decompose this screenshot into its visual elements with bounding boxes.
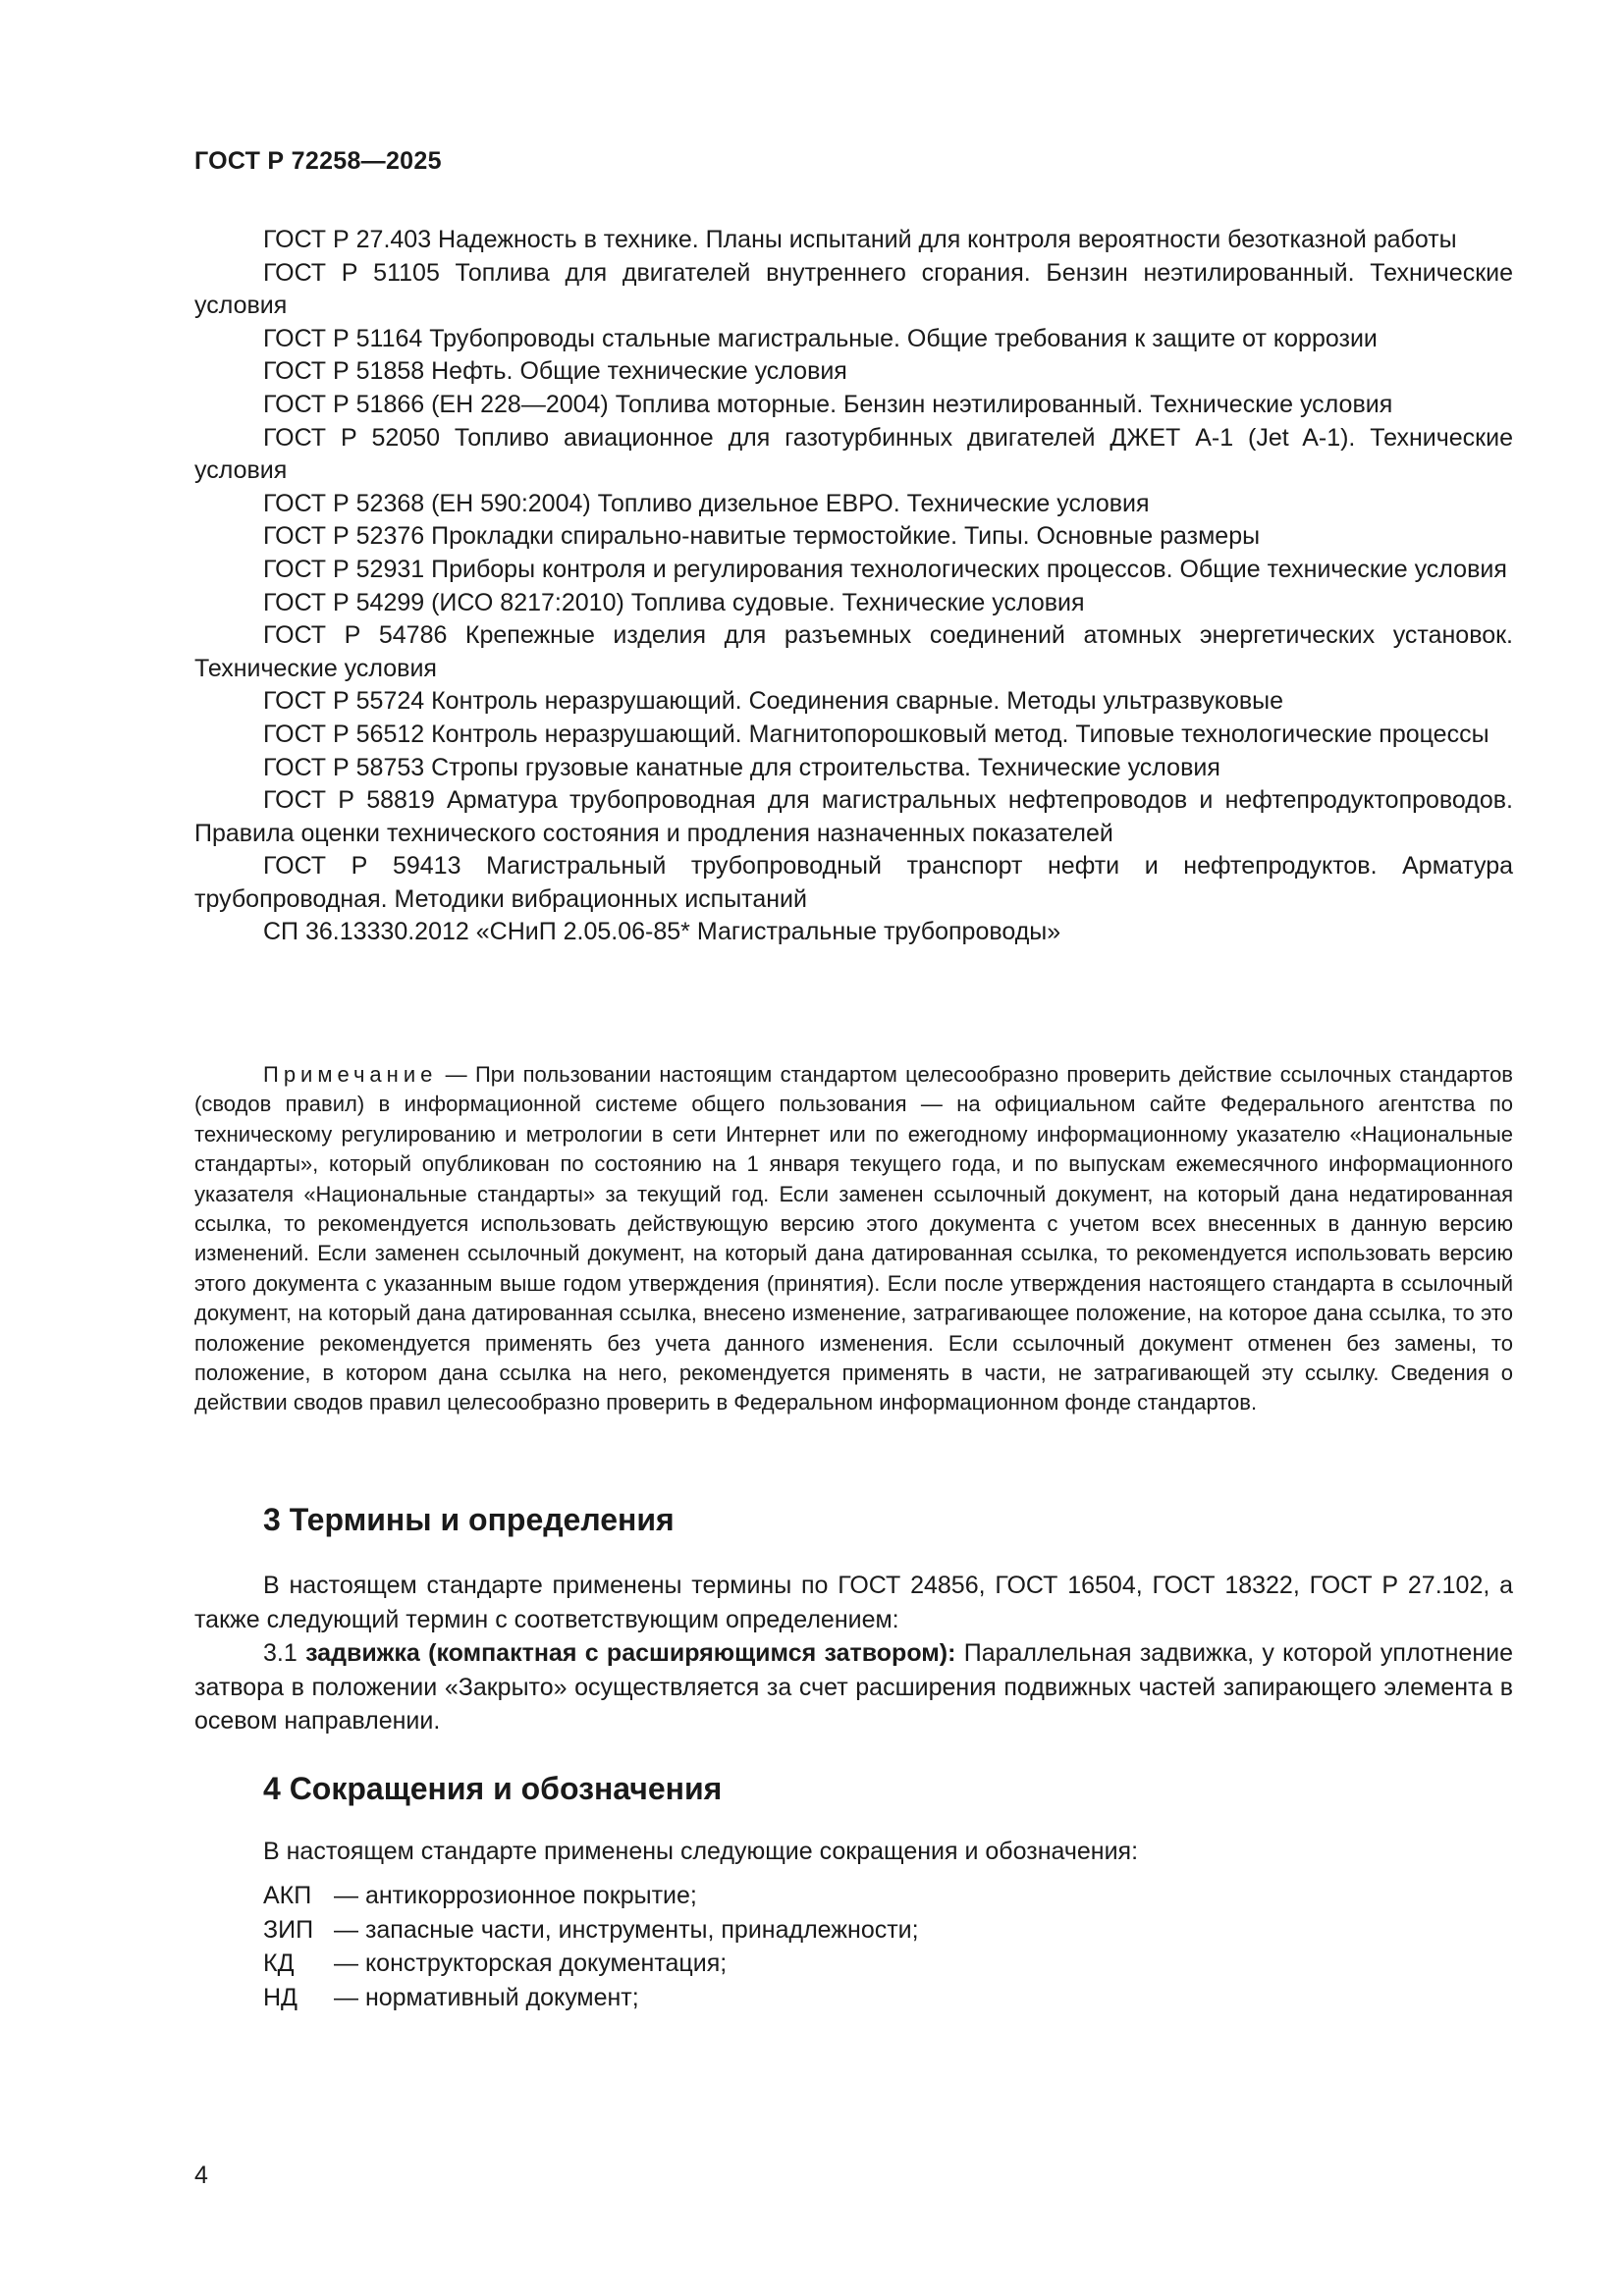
abbreviation-term: КД	[263, 1949, 295, 1977]
term-name: задвижка (компактная с расширяющимся затвором):	[305, 1639, 956, 1667]
term-number: 3.1	[263, 1639, 298, 1667]
normative-references-list	[194, 224, 1513, 949]
section-4-title: 4 Сокращения и обозначения	[263, 1771, 723, 1806]
page-number: 4	[194, 2162, 208, 2189]
note-text: — При пользовании настоящим стандартом целесообразно проверить действие ссылочных стандартов (сводов правил) в информационной системе общего пользования — на официальном сайте Федерального агентства по техническому регулированию и метрологии в сети Интернет или по ежегодному информационному указателю «Национальные стандарты», который опубликован по состоянию на 1 января текущего года, и по выпускам ежемесячного информационного указателя «Национальные стандарты» за текущий год. Если заменен ссылочный документ, на который дана недатированная ссылка, то рекомендуется использовать действующую версию этого документа с учетом всех внесенных в данную версию изменений. Если заменен ссылочный документ, на который дана датированная ссылка, то рекомендуется использовать версию этого документа с указанным выше годом утверждения (принятия). Если после утверждения настоящего стандарта в ссылочный документ, на который дана датированная ссылка, внесено изменение, затрагивающее положение, на которое дана ссылка, то это положение рекомендуется применять без учета данного изменения. Если ссылочный документ отменен без замены, то положение, в котором дана ссылка на него, рекомендуется применять в части, не затрагивающей эту ссылку. Сведения о действии сводов правил целесообразно проверить в Федеральном информационном фонде стандартов.	[194, 1062, 1513, 1415]
section-3-title: 3 Термины и определения	[263, 1502, 675, 1537]
abbreviation-desc: — конструкторская документация;	[334, 1949, 728, 1977]
reference-item: ГОСТ Р 52368 (ЕН 590:2004) Топливо дизельное ЕВРО. Технические условия	[263, 489, 1150, 517]
reference-item: ГОСТ Р 58819 Арматура трубопроводная для магистральных нефтепроводов и нефтепродуктопроводов. Правила оценки технического состояния и продления назначенных показателей	[194, 786, 1513, 847]
document-id-header: ГОСТ Р 72258—2025	[194, 147, 442, 175]
abbreviation-desc: — нормативный документ;	[334, 1983, 639, 2011]
note-label: Примечание	[263, 1062, 438, 1087]
section-3-body	[194, 1569, 1513, 1738]
reference-item: ГОСТ Р 52050 Топливо авиационное для газотурбинных двигателей ДЖЕТ А-1 (Jet A-1). Технические условия	[194, 423, 1513, 485]
abbreviation-term: ЗИП	[263, 1915, 314, 1944]
reference-item: ГОСТ Р 58753 Стропы грузовые канатные для строительства. Технические условия	[263, 753, 1220, 781]
abbreviation-row	[263, 1879, 919, 1913]
reference-item: ГОСТ Р 54299 (ИСО 8217:2010) Топлива судовые. Технические условия	[263, 588, 1085, 616]
abbreviation-row	[263, 1913, 919, 1948]
abbreviation-term: НД	[263, 1983, 298, 2011]
term-definition	[194, 1636, 1513, 1738]
abbreviation-desc: — антикоррозионное покрытие;	[334, 1882, 697, 1909]
abbreviation-term: АКП	[263, 1882, 312, 1909]
reference-item: ГОСТ Р 51164 Трубопроводы стальные магистральные. Общие требования к защите от коррозии	[263, 324, 1378, 352]
reference-item: ГОСТ Р 59413 Магистральный трубопроводный транспорт нефти и нефтепродуктов. Арматура трубопроводная. Методики вибрационных испытаний	[194, 852, 1513, 913]
reference-item: ГОСТ Р 51105 Топлива для двигателей внутреннего сгорания. Бензин неэтилированный. Технические условия	[194, 258, 1513, 320]
references-note	[194, 1060, 1513, 1418]
reference-item: ГОСТ Р 51866 (ЕН 228—2004) Топлива моторные. Бензин неэтилированный. Технические условия	[263, 390, 1393, 418]
reference-item: ГОСТ Р 52376 Прокладки спирально-навитые термостойкие. Типы. Основные размеры	[263, 522, 1261, 551]
abbreviation-row	[263, 1947, 919, 1981]
term-definition-text: Параллельная задвижка, у которой уплотнение затвора в положении «Закрыто» осуществляется за счет расширения подвижных частей запирающего элемента в осевом направлении.	[194, 1639, 1513, 1735]
abbreviations-list	[263, 1879, 919, 2014]
reference-item: ГОСТ Р 51858 Нефть. Общие технические условия	[263, 357, 847, 386]
abbreviation-desc: — запасные части, инструменты, принадлежности;	[334, 1915, 919, 1944]
reference-item: ГОСТ Р 27.403 Надежность в технике. Планы испытаний для контроля вероятности безотказной работы	[263, 226, 1457, 253]
section-3-intro: В настоящем стандарте применены термины по ГОСТ 24856, ГОСТ 16504, ГОСТ 18322, ГОСТ Р 27.102, а также следующий термин с соответствующим определением:	[194, 1572, 1513, 1633]
reference-item: СП 36.13330.2012 «СНиП 2.05.06-85* Магистральные трубопроводы»	[263, 918, 1061, 946]
abbreviation-row	[263, 1981, 919, 2015]
reference-item: ГОСТ Р 54786 Крепежные изделия для разъемных соединений атомных энергетических установок. Технические условия	[194, 621, 1513, 682]
reference-item: ГОСТ Р 55724 Контроль неразрушающий. Соединения сварные. Методы ультразвуковые	[263, 687, 1284, 716]
section-4-intro: В настоящем стандарте применены следующие сокращения и обозначения:	[263, 1838, 1139, 1865]
reference-item: ГОСТ Р 56512 Контроль неразрушающий. Магнитопорошковый метод. Типовые технологические процессы	[263, 720, 1489, 748]
reference-item: ГОСТ Р 52931 Приборы контроля и регулирования технологических процессов. Общие технические условия	[263, 555, 1507, 583]
